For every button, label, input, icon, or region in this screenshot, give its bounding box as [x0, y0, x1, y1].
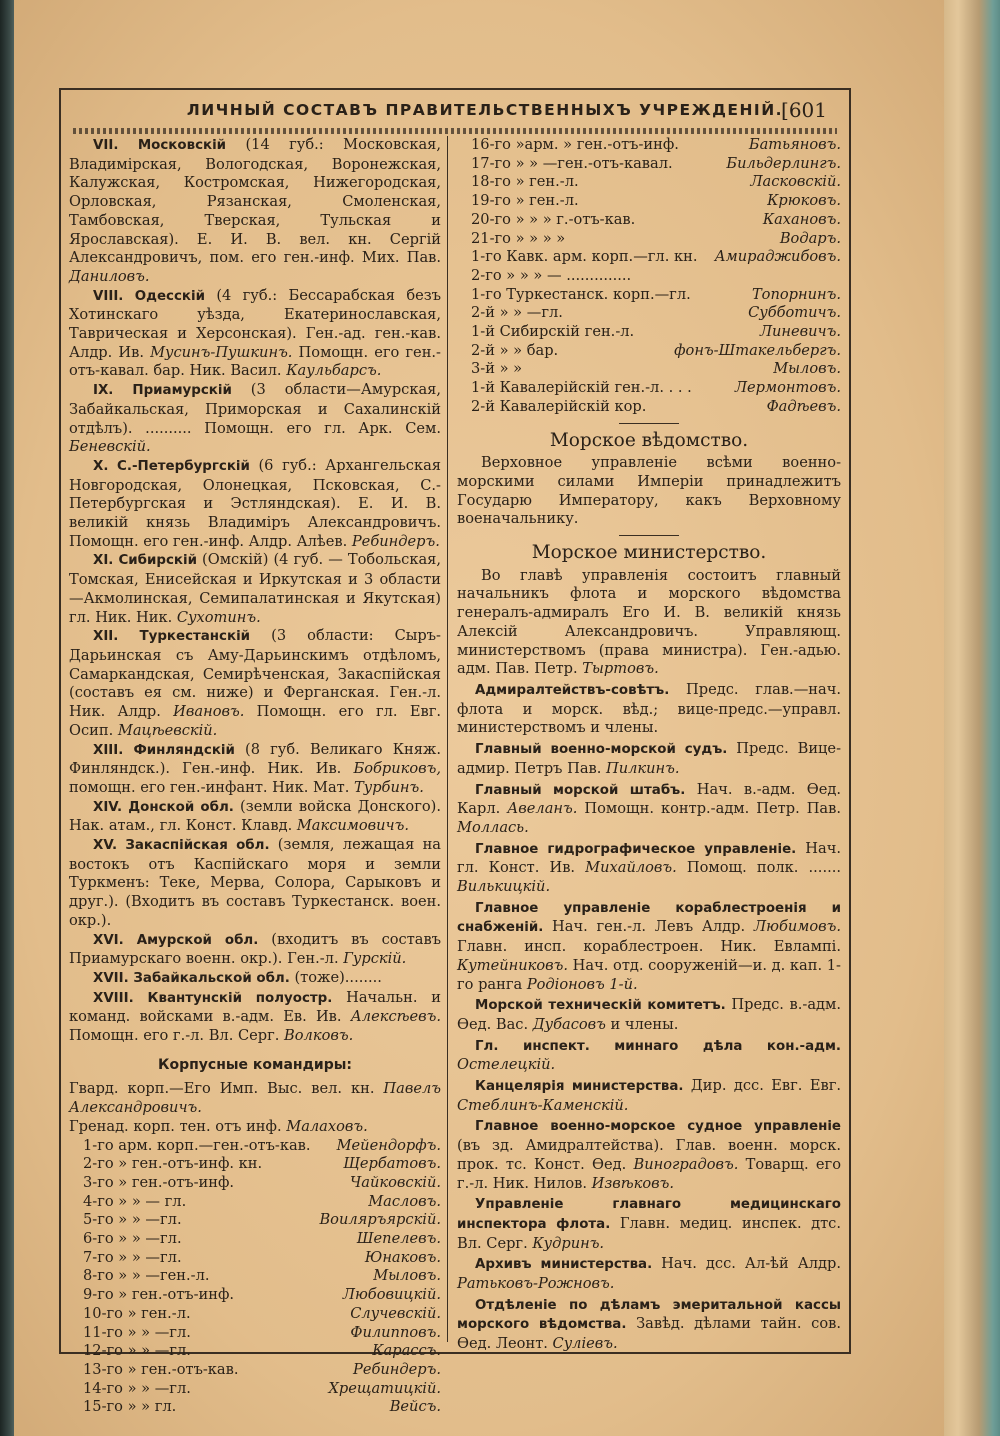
corps-rank: Кавк. арм. корп.—гл. кн.	[506, 248, 698, 266]
grenadier-corps: Гренад. корп. тен. отъ инф. Малаховъ.	[69, 1117, 368, 1135]
corps-number-rank	[457, 136, 679, 155]
corps-number: 5-го	[83, 1211, 114, 1229]
corps-number: 8-го	[83, 1267, 114, 1285]
corps-rank: » ген.-л.	[515, 192, 579, 210]
ministry-entry	[457, 899, 841, 995]
corps-rank: » » —гл.	[118, 1248, 182, 1266]
corps-rank: » » » »	[515, 229, 566, 247]
header-wavy-rule	[73, 128, 837, 134]
corps-number-rank	[69, 1398, 176, 1417]
corps-commanders-heading: Корпусные командиры:	[158, 1056, 352, 1073]
page-number: [601	[781, 98, 827, 122]
corps-row	[457, 267, 841, 286]
corps-rank: » »	[499, 360, 523, 378]
right-column	[457, 136, 842, 1353]
corps-number: 10-го	[83, 1304, 123, 1322]
corps-number-rank	[69, 1174, 234, 1193]
corps-row	[457, 342, 841, 361]
district-viii: VIII. Одесскій (4 губ.: Бессарабская безъ Хотинскаго уѣзда, Екатеринославская, Таврическая и Херсонская). Ген.-ад. ген.-кав. Алдр. Ив. Мусинъ-Пушкинъ. Помощн. его ген.-отъ-кавал. бар. Ник. Васил. Каульбарсъ.	[69, 286, 441, 380]
entry-heading: Архивъ министерства.	[475, 1257, 653, 1273]
left-column	[69, 136, 442, 1416]
corps-rank: » » —ген.-л.	[118, 1267, 210, 1285]
entry-name: Дубасовъ	[532, 1015, 606, 1033]
corps-row	[457, 304, 841, 323]
section-rule	[619, 423, 679, 424]
corps-commander: Субботичъ.	[748, 304, 841, 322]
corps-rank: » » —гл.	[118, 1230, 182, 1248]
district-xi: XI. Сибирскій (Омскій) (4 губ. — Тобольская, Томская, Енисейская и Иркутская и 3 области—Акмолинская, Семипалатинская и Якутская) гл. Ник. Ник. Сухотинъ.	[69, 551, 441, 626]
corps-number-rank	[457, 286, 691, 305]
corps-commander: Амираджибовъ.	[714, 248, 841, 266]
entry-heading: Главный военно-морской судъ.	[475, 742, 728, 758]
corps-rank: Сибирскій ген.-л.	[499, 323, 635, 341]
corps-number-rank	[69, 1193, 186, 1212]
corps-number: 11-го	[83, 1323, 123, 1341]
corps-row	[457, 248, 841, 267]
corps-commander: Воиляръярскій.	[319, 1211, 441, 1229]
corps-number-rank	[69, 1267, 210, 1286]
corps-number-rank	[69, 1324, 191, 1343]
corps-row	[69, 1230, 441, 1249]
corps-number: 1-го	[83, 1136, 114, 1154]
corps-commander: Мейендорфъ.	[336, 1136, 441, 1154]
corps-number-rank	[457, 173, 579, 192]
corps-number-rank	[457, 398, 646, 417]
corps-commander: Хрещатицкій.	[328, 1379, 441, 1397]
entry-text: Главн. медиц. инспек. дтс. Вл. Серг.	[457, 1214, 841, 1252]
corps-row	[69, 1174, 441, 1193]
navy-text: Верховное управленіе всѣми военно-морскими силами Имперіи принадлежитъ Государю Императору, какъ Верховному военачальнику.	[457, 454, 841, 528]
entry-name: Стеблинъ-Каменскій.	[457, 1096, 629, 1114]
corps-number-rank	[69, 1230, 182, 1249]
corps-number: 2-й	[471, 397, 495, 415]
district-xv: XV. Закаспійская обл. (земля, лежащая на востокъ отъ Каспійскаго моря и земли Туркменъ: Теке, Мерва, Солора, Сарыковъ и друг.). (Входитъ въ составъ Туркестанск. воен. окр.).	[69, 836, 441, 929]
corps-number: 13-го	[83, 1361, 123, 1378]
corps-number-rank	[69, 1361, 238, 1380]
corps-number: 18-го	[471, 173, 511, 191]
entry-text: Главн. инсп. кораблестроен. Ник. Евлампі.	[457, 938, 841, 956]
entry-name: Суліевъ.	[552, 1335, 618, 1353]
corps-row	[457, 230, 841, 249]
corps-number: 3-го	[83, 1173, 114, 1191]
corps-commander: Любовицкій.	[342, 1286, 441, 1304]
corps-commander: Линевичъ.	[759, 323, 841, 341]
entry-text: Дир. дсс. Евг. Евг.	[683, 1077, 841, 1095]
corps-number: 1-го	[471, 248, 502, 266]
corps-rank: Кавалерійскій кор.	[499, 397, 647, 415]
corps-number: 15-го	[83, 1398, 123, 1416]
entry-heading: Главное гидрографическое управленіе.	[475, 841, 797, 857]
corps-commander: Бильдерлингъ.	[726, 154, 841, 172]
column-divider	[447, 136, 448, 1342]
entry-name: Любимовъ.	[753, 918, 841, 936]
ministry-heading: Морское министерство.	[531, 542, 767, 564]
entry-heading: Управленіе главнаго медицинскаго инспектора флота.	[457, 1197, 841, 1232]
corps-commander: Юнаковъ.	[364, 1248, 441, 1266]
corps-row	[69, 1324, 441, 1343]
ministry-text: Во главѣ управленія состоитъ главный начальникъ флота и морского вѣдомства генералъ-адмиралъ Его И. В. великій князь Алексій Александровичъ. Управляющ. министерствомъ (права министра). Ген.-адью. адм. Пав. Петр. Тыртовъ.	[457, 566, 841, 678]
entry-heading: Морской техническій комитетъ.	[475, 998, 726, 1014]
corps-row	[457, 211, 841, 230]
corps-rank: » » бар.	[499, 341, 559, 359]
entry-name: Остелецкій.	[457, 1056, 556, 1074]
entry-name: Кудринъ.	[532, 1234, 605, 1252]
right-corps-list	[457, 136, 841, 417]
corps-row	[69, 1398, 441, 1417]
corps-commander: Филипповъ.	[350, 1323, 441, 1341]
corps-number-rank	[457, 248, 697, 267]
corps-number: 21-го	[471, 229, 511, 247]
corps-number: 2-го	[471, 266, 502, 284]
corps-rank: » » » — ..............	[506, 266, 632, 284]
entry-name: Вилькицкій.	[457, 878, 551, 896]
corps-rank: » » —гл.	[118, 1211, 182, 1229]
ministry-entries	[457, 681, 841, 1354]
entry-name: Моллась.	[457, 818, 529, 836]
corps-rank: » » гл.	[127, 1398, 177, 1416]
entry-text: Помощ. полк. .......	[676, 859, 842, 877]
corps-row	[69, 1249, 441, 1268]
corps-number-rank	[457, 192, 579, 211]
corps-row	[457, 398, 841, 417]
corps-row	[69, 1305, 441, 1324]
corps-number: 2-й	[471, 341, 495, 359]
corps-rank: » ген.-л.	[515, 173, 579, 191]
corps-row	[69, 1342, 441, 1361]
entry-text: Предс. Вице-адмир. Петръ Пав.	[457, 740, 841, 777]
corps-number: 9-го	[83, 1286, 114, 1304]
corps-number: 12-го	[83, 1342, 123, 1360]
corps-row	[69, 1267, 441, 1286]
entry-heading: Главное управленіе кораблестроенія и снабженій.	[457, 900, 841, 936]
corps-commander: Вейсъ.	[389, 1398, 441, 1416]
corps-commander: Лермонтовъ.	[734, 379, 841, 397]
corps-number: 16-го	[471, 136, 511, 153]
book-page	[14, 0, 944, 1436]
corps-number-rank	[69, 1305, 191, 1324]
corps-number: 17-го	[471, 154, 511, 172]
entry-text: Товарщ. его г.-л. Ник. Нилов.	[457, 1155, 841, 1192]
corps-number: 1-й	[471, 379, 495, 397]
corps-number-rank	[69, 1211, 182, 1230]
ministry-entry	[457, 1117, 841, 1193]
entry-text: Завѣд. дѣлами тайн. сов. Ѳед. Леонт.	[457, 1315, 841, 1353]
corps-number: 14-го	[83, 1379, 123, 1397]
entry-name: Родіоновъ 1-й.	[526, 975, 638, 993]
ministry-entry	[457, 1296, 841, 1354]
corps-commander: Карассъ.	[372, 1342, 441, 1360]
entry-name: Виноградовъ.	[633, 1155, 739, 1173]
district-ix: IX. Приамурскій (3 области—Амурская, Забайкальская, Приморская и Сахалинскій отдѣлъ). .......... Помощн. его гл. Арк. Сем. Беневскій.	[69, 381, 441, 456]
corps-number-rank	[69, 1137, 311, 1156]
navy-heading: Морское вѣдомство.	[549, 429, 749, 451]
running-header	[61, 90, 849, 130]
corps-row	[69, 1211, 441, 1230]
corps-commander: Фадѣевъ.	[766, 397, 841, 415]
entry-heading: Главное военно-морское судное управленіе	[475, 1119, 841, 1135]
corps-rank: » » —гл.	[127, 1323, 191, 1341]
entry-name: Авеланъ.	[507, 800, 578, 818]
corps-row	[69, 1137, 441, 1156]
left-corps-list	[69, 1137, 441, 1418]
corps-rank: » » —гл.	[127, 1342, 191, 1360]
corps-row	[69, 1155, 441, 1174]
entry-heading: Отдѣленіе по дѣламъ эмеритальной кассы морского вѣдомства.	[457, 1297, 841, 1333]
corps-number: 1-й	[471, 323, 495, 341]
corps-rank: » ген.-отъ-инф.	[118, 1286, 235, 1304]
corps-commander: Топорнинъ.	[751, 285, 841, 303]
district-x: X. С.-Петербургскій (6 губ.: Архангельская Новгородская, Олонецкая, Псковская, С.-Петербургская и Эстляндская). Е. И. В. великій князь Владиміръ Александровичъ. Помощн. его ген.-инф. Алдр. Алѣев. Ребиндеръ.	[69, 456, 441, 550]
corps-rank: » » » г.-отъ-кав.	[515, 210, 636, 228]
corps-number-rank	[69, 1380, 191, 1399]
corps-number-rank	[69, 1286, 234, 1305]
corps-rank: »арм. » ген.-отъ-инф.	[515, 136, 679, 153]
corps-row	[457, 379, 841, 398]
entry-text: (въ зд. Амидралтейства). Глав. военн. морск. прок. тс. Конст. Ѳед.	[457, 1137, 841, 1173]
district-xvi: XVI. Амурской обл. (входитъ въ составъ Приамурскаго военн. окр.). Ген.-л. Гурскій.	[69, 930, 441, 968]
entry-name: Ратьковъ-Рожновъ.	[457, 1275, 615, 1293]
corps-rank: Туркестанск. корп.—гл.	[506, 285, 691, 303]
entry-text: Нач. ген.-л. Левъ Алдр.	[543, 918, 754, 936]
corps-commander: Кахановъ.	[762, 210, 841, 228]
corps-number-rank	[457, 379, 692, 398]
ministry-entry	[457, 1077, 841, 1115]
corps-commander: Водаръ.	[779, 229, 841, 247]
corps-number-rank	[457, 155, 673, 174]
corps-rank: » ген.-отъ-инф.	[118, 1173, 235, 1191]
entry-name: Кутейниковъ.	[457, 956, 569, 974]
corps-row	[457, 136, 841, 155]
corps-rank: арм. корп.—ген.-отъ-кав.	[118, 1136, 311, 1154]
guard-corps: Гвард. корп.—Его Имп. Выс. вел. кн. Павелъ Александровичъ.	[69, 1080, 441, 1117]
corps-rank: » » —ген.-отъ-кавал.	[515, 154, 673, 172]
corps-number: 3-й	[471, 360, 495, 378]
corps-number-rank	[457, 360, 522, 379]
corps-commander: Шепелевъ.	[356, 1230, 441, 1248]
entry-name: Пилкинъ.	[606, 759, 680, 777]
corps-number-rank	[457, 304, 563, 323]
corps-row	[69, 1286, 441, 1305]
corps-commander: Случевскій.	[350, 1304, 441, 1322]
entry-text: Нач. в.-адм. Ѳед. Карл.	[457, 780, 841, 818]
ministry-entry	[457, 840, 841, 897]
corps-commander: фонъ-Штакельбергъ.	[674, 341, 841, 359]
corps-row	[69, 1380, 441, 1399]
corps-number-rank	[69, 1249, 182, 1268]
corps-rank: » » —гл.	[499, 304, 563, 322]
ministry-entry	[457, 1195, 841, 1253]
corps-rank: » » — гл.	[118, 1192, 187, 1210]
ministry-entry	[457, 740, 841, 778]
entry-heading: Канцелярія министерства.	[475, 1079, 684, 1095]
corps-number-rank	[457, 342, 558, 361]
corps-row	[457, 286, 841, 305]
entry-text: Нач. гл. Конст. Ив.	[457, 839, 842, 877]
ministry-entry	[457, 781, 841, 838]
corps-row	[69, 1193, 441, 1212]
corps-rank: Кавалерійскій ген.-л. . . .	[499, 379, 692, 397]
corps-number: 4-го	[83, 1192, 114, 1210]
entry-heading: Адмиралтействъ-совѣтъ.	[475, 682, 670, 698]
entry-text: и члены.	[605, 1015, 679, 1033]
ministry-entry	[457, 1037, 841, 1075]
corps-commander: Мыловъ.	[373, 1267, 441, 1285]
corps-commander: Мыловъ.	[773, 360, 841, 378]
corps-commander: Ласковскій.	[750, 173, 841, 191]
corps-number-rank	[457, 323, 634, 342]
header-title: ЛИЧНЫЙ СОСТАВЪ ПРАВИТЕЛЬСТВЕННЫХЪ УЧРЕЖДЕНІЙ.	[186, 101, 784, 119]
entry-text: Предс. глав.—нач. флота и морск. вѣд.; вице-предс.—управл. министерствомъ и члены.	[457, 680, 841, 737]
corps-number-rank	[457, 230, 565, 249]
corps-rank: » ген.-отъ-кав.	[127, 1361, 239, 1378]
ministry-entry	[457, 996, 841, 1034]
corps-number-rank	[457, 267, 631, 286]
corps-commander: Ребиндеръ.	[353, 1361, 441, 1378]
entry-heading: Главный морской штабъ.	[475, 782, 686, 798]
district-xii: XII. Туркестанскій (3 области: Сыръ-Дарьинская съ Аму-Дарьинскимъ отдѣломъ, Самаркандская, Семирѣченская, Закаспійская (составъ ея см. ниже) и Ферганская. Ген.-л. Ник. Алдр. Ивановъ. Помощн. его гл. Евг. Осип. Мацѣевскій.	[69, 627, 442, 739]
district-xiii: XIII. Финляндскій (8 губ. Великаго Княж. Финляндск.). Ген.-инф. Ник. Ив. Бобриковъ, помощн. его ген.-инфант. Ник. Мат. Турбинъ.	[69, 740, 441, 796]
corps-row	[457, 360, 841, 379]
district-vii: VII. Московскій (14 губ.: Московская, Владимірская, Вологодская, Воронежская, Калужская, Костромская, Нижегородская, Орловская, Рязанская, Смоленская, Тамбовская, Тверская, Тульская и Ярославская). Е. И. В. вел. кн. Сергій Александровичъ, пом. его ген.-инф. Мих. Пав. Даниловъ.	[69, 136, 441, 285]
entry-text: Нач. отд. сооруженій—и. д. кап. 1-го ранга	[457, 956, 841, 993]
corps-number: 6-го	[83, 1230, 114, 1248]
corps-commander: Чайковскій.	[350, 1173, 441, 1191]
corps-number: 20-го	[471, 210, 511, 228]
entry-name: Извѣковъ.	[591, 1174, 675, 1192]
corps-row	[457, 192, 841, 211]
corps-row	[69, 1361, 441, 1380]
corps-rank: » ген.-л.	[127, 1304, 191, 1322]
corps-commander: Крюковъ.	[767, 192, 841, 210]
entry-text: Помощн. контр.-адм. Петр. Пав.	[577, 800, 841, 818]
district-xviii: XVIII. Квантунскій полуостр. Начальн. и команд. войсками в.-адм. Ев. Ив. Алексѣевъ. Помощн. его г.-л. Вл. Серг. Волковъ.	[69, 988, 441, 1045]
corps-row	[457, 323, 841, 342]
corps-number: 2-го	[83, 1155, 114, 1173]
corps-number: 7-го	[83, 1248, 114, 1266]
corps-number-rank	[457, 211, 635, 230]
ministry-entry	[457, 681, 841, 738]
ministry-entry	[457, 1255, 841, 1293]
corps-number: 1-го	[471, 285, 502, 303]
page-frame	[59, 88, 851, 1416]
section-rule	[619, 535, 679, 536]
corps-number-rank	[69, 1155, 262, 1174]
entry-text: Нач. дсс. Ал-ѣй Алдр.	[652, 1255, 841, 1273]
corps-number: 2-й	[471, 304, 495, 322]
entry-name: Михайловъ.	[585, 859, 677, 877]
corps-number-rank	[69, 1342, 191, 1361]
corps-commander: Батьяновъ.	[748, 136, 841, 153]
corps-commander: Масловъ.	[368, 1192, 441, 1210]
corps-row	[457, 173, 841, 192]
corps-commander: Щербатовъ.	[343, 1155, 441, 1173]
entry-text: Предс. в.-адм. Ѳед. Вас.	[457, 996, 841, 1033]
district-xiv: XIV. Донской обл. (земли войска Донского). Нак. атам., гл. Конст. Клавд. Максимовичъ.	[69, 797, 441, 835]
corps-row	[457, 155, 841, 174]
corps-rank: » ген.-отъ-инф. кн.	[118, 1155, 263, 1173]
entry-heading: Гл. инспект. миннаго дѣла кон.-адм.	[475, 1038, 841, 1054]
district-xvii: XVII. Забайкальской обл. (тоже)........	[93, 968, 382, 986]
corps-number: 19-го	[471, 192, 511, 210]
corps-rank: » » —гл.	[127, 1379, 191, 1397]
